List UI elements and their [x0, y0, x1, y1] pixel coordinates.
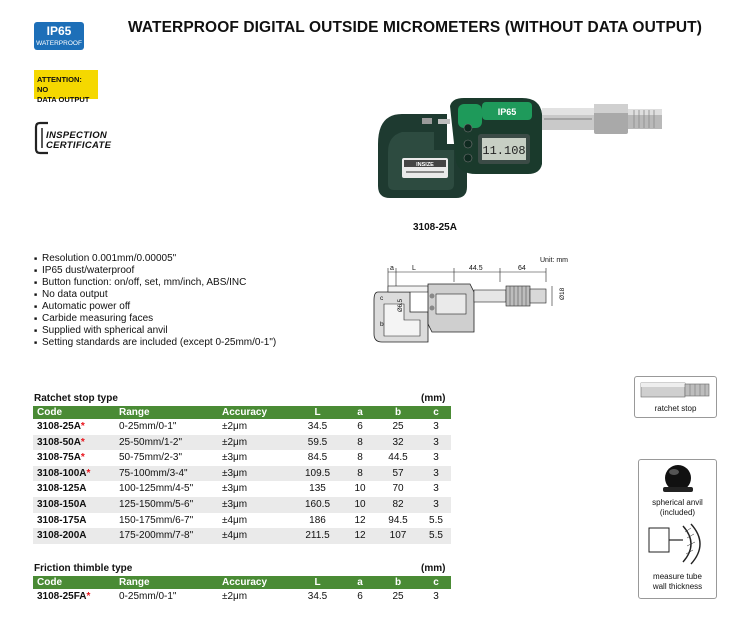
- dim-44-label: 44.5: [469, 265, 483, 272]
- cell-l: 84.5: [307, 452, 328, 464]
- cell-range: 175-200mm/7-8": [115, 528, 218, 544]
- cell-accuracy: ±3μm: [222, 483, 248, 495]
- measure-tube-label: measure tube: [653, 572, 702, 581]
- dimension-drawing-image: [370, 252, 580, 352]
- product-code: 3108-200A: [37, 530, 87, 542]
- cell-range: 75-100mm/3-4": [115, 466, 218, 482]
- cell-code: [33, 589, 115, 605]
- dim-c-label: c: [380, 295, 384, 302]
- ratchet-table-title: Ratchet stop type: [34, 393, 118, 404]
- lcd-display-value: 11.108: [482, 144, 526, 158]
- cell-a: 10: [345, 497, 375, 513]
- cell-c: 3: [433, 452, 439, 464]
- table-row: [33, 497, 451, 513]
- setting-standard-star: *: [80, 421, 85, 432]
- cell-b: 94.5: [388, 514, 408, 526]
- frame-ip65-text: IP65: [497, 107, 517, 117]
- dim-diam65-label: Ø6.5: [398, 298, 404, 312]
- cell-c: 5.5: [429, 514, 443, 526]
- cell-code: [33, 466, 115, 482]
- cell-code: [33, 419, 115, 435]
- header-accuracy: Accuracy: [218, 406, 290, 419]
- cell-range: 25-50mm/1-2": [115, 435, 218, 451]
- spherical-anvil-icon: [639, 460, 718, 500]
- cell-accuracy: ±3μm: [218, 466, 290, 482]
- dimension-drawing: [370, 252, 580, 352]
- page-title: WATERPROOF DIGITAL OUTSIDE MICROMETERS (WITHOUT DATA OUTPUT): [128, 19, 703, 36]
- product-code: 3108-25FA: [37, 591, 87, 602]
- feature-item: ■ Resolution 0.001mm/0.00005": [34, 253, 276, 265]
- ratchet-stop-box: [634, 376, 717, 418]
- cell-a: 12: [354, 514, 366, 526]
- cell-l: 34.5: [307, 591, 328, 602]
- friction-table-title: Friction thimble type: [34, 563, 133, 574]
- cell-a: 6: [357, 591, 363, 602]
- cell-b: 25: [392, 591, 404, 602]
- table-row: [33, 450, 451, 466]
- header-code: Code: [33, 576, 115, 589]
- table-row: [33, 513, 451, 529]
- certificate-line-2: CERTIFICATE: [46, 140, 112, 151]
- cell-accuracy: ±2μm: [222, 591, 248, 602]
- cell-c: 5.5: [421, 528, 451, 544]
- product-code: 3108-125A: [37, 483, 87, 495]
- wall-thickness-label: wall thickness: [652, 582, 703, 591]
- header-b: b: [375, 576, 421, 589]
- cell-accuracy: ±4μm: [218, 528, 290, 544]
- cell-b: 32: [375, 435, 421, 451]
- friction-spec-table: [33, 576, 451, 605]
- drawing-unit-label: Unit: mm: [540, 257, 568, 264]
- header-code: Code: [33, 406, 115, 419]
- cell-range: 150-175mm/6-7": [119, 514, 194, 526]
- ratchet-stop-icon: [635, 377, 718, 403]
- product-code: 3108-100A: [37, 467, 87, 479]
- table-row: [33, 528, 451, 544]
- spherical-anvil-label: spherical anvil: [652, 498, 703, 507]
- cell-accuracy: ±3μm: [218, 497, 290, 513]
- cell-b: 70: [392, 483, 404, 495]
- dim-l-label: L: [412, 265, 416, 272]
- measure-tube-icon: [639, 522, 718, 566]
- feature-item: ■ Button function: on/off, set, mm/inch, ABS/INC: [34, 277, 276, 289]
- cell-accuracy: ±2μm: [218, 435, 290, 451]
- ip65-badge-sub: WATERPROOF: [36, 40, 82, 47]
- cell-l: 135: [309, 483, 326, 495]
- cell-c: 3: [421, 435, 451, 451]
- header-range: Range: [115, 406, 218, 419]
- table-header-row: [33, 576, 451, 589]
- attention-line-2: DATA OUTPUT: [37, 95, 90, 104]
- cell-l: 34.5: [307, 421, 328, 432]
- cell-range: 0-25mm/0-1": [119, 421, 177, 432]
- feature-item: ■ Carbide measuring faces: [34, 313, 276, 325]
- accessory-box: [638, 459, 717, 599]
- setting-standard-star: *: [86, 591, 91, 602]
- header-range: Range: [115, 576, 218, 589]
- ratchet-stop-label: ratchet stop: [654, 404, 697, 413]
- header-a: a: [345, 406, 375, 419]
- header-a: a: [345, 576, 375, 589]
- certificate-text: [46, 131, 111, 151]
- ratchet-table-unit: (mm): [421, 393, 446, 404]
- table-row: [33, 466, 451, 482]
- cell-code: [33, 528, 115, 544]
- cell-a: 12: [345, 528, 375, 544]
- product-code: 3108-150A: [37, 498, 87, 510]
- dim-a-label: a: [390, 265, 394, 272]
- feature-item: ■ Setting standards are included (except 0-25mm/0-1"): [34, 337, 276, 349]
- cell-c: 3: [433, 421, 439, 432]
- feature-item: ■ Automatic power off: [34, 301, 276, 313]
- inspection-certificate-logo: [34, 120, 129, 156]
- ratchet-spec-table: [33, 406, 451, 544]
- cell-accuracy: ±4μm: [222, 514, 248, 526]
- brand-text: INSIZE: [416, 162, 434, 168]
- cell-b: 44.5: [388, 452, 408, 464]
- cell-b: 107: [375, 528, 421, 544]
- friction-table-unit: (mm): [421, 563, 446, 574]
- cell-a: 8: [345, 466, 375, 482]
- cell-accuracy: ±3μm: [222, 452, 248, 464]
- cell-code: [33, 450, 115, 466]
- dim-b-label: b: [380, 321, 384, 328]
- feature-list: [34, 253, 276, 349]
- cell-accuracy: ±2μm: [222, 421, 248, 432]
- header-l: L: [290, 576, 345, 589]
- table-row: [33, 481, 451, 497]
- cell-a: 8: [357, 452, 363, 464]
- product-code: 3108-75A: [37, 452, 81, 464]
- cell-a: 8: [345, 435, 375, 451]
- setting-standard-star: *: [80, 452, 85, 464]
- cell-l: 186: [309, 514, 326, 526]
- cell-a: 10: [354, 483, 366, 495]
- cell-c: 3: [433, 483, 439, 495]
- table-row: [33, 419, 451, 435]
- cell-l: 109.5: [290, 466, 345, 482]
- cell-a: 6: [357, 421, 363, 432]
- cell-l: 211.5: [290, 528, 345, 544]
- cell-c: 3: [433, 591, 439, 602]
- feature-item: ■ No data output: [34, 289, 276, 301]
- dim-diam18-label: Ø18: [559, 287, 566, 300]
- cell-code: [33, 497, 115, 513]
- cell-c: 3: [421, 466, 451, 482]
- product-code: 3108-175A: [37, 514, 87, 526]
- cell-range: 0-25mm/0-1": [119, 591, 177, 602]
- ip65-badge: [34, 22, 84, 50]
- cell-range: 50-75mm/2-3": [119, 452, 183, 464]
- setting-standard-star: *: [80, 436, 85, 448]
- ip65-badge-main: IP65: [46, 24, 72, 38]
- cell-c: 3: [421, 497, 451, 513]
- header-b: b: [375, 406, 421, 419]
- micrometer-photo-image: [372, 92, 672, 210]
- header-l: L: [290, 406, 345, 419]
- cell-code: [33, 435, 115, 451]
- cell-b: 25: [392, 421, 404, 432]
- header-accuracy: Accuracy: [218, 576, 290, 589]
- cell-b: 57: [375, 466, 421, 482]
- setting-standard-star: *: [86, 467, 91, 479]
- cell-code: [33, 481, 115, 497]
- header-c: c: [421, 576, 451, 589]
- cell-range: 100-125mm/4-5": [119, 483, 194, 495]
- cell-b: 82: [375, 497, 421, 513]
- table-row: [33, 589, 451, 605]
- cell-range: 125-150mm/5-6": [115, 497, 218, 513]
- certificate-line-1: INSPECTION: [46, 130, 108, 141]
- table-header-row: [33, 406, 451, 419]
- product-code: 3108-50A: [37, 436, 81, 448]
- cell-code: [33, 513, 115, 529]
- table-row: [33, 435, 451, 451]
- attention-badge: [34, 70, 98, 104]
- header-c: c: [421, 406, 451, 419]
- feature-item: ■ IP65 dust/waterproof: [34, 265, 276, 277]
- attention-line-1: ATTENTION: NO: [37, 75, 82, 94]
- product-photo: [372, 92, 672, 210]
- feature-item: ■ Supplied with spherical anvil: [34, 325, 276, 337]
- product-code: 3108-25A: [37, 421, 81, 432]
- cell-l: 59.5: [290, 435, 345, 451]
- spherical-anvil-included-label: (included): [659, 508, 696, 517]
- cell-l: 160.5: [290, 497, 345, 513]
- dim-64-label: 64: [518, 265, 526, 272]
- photo-caption: 3108-25A: [413, 222, 457, 233]
